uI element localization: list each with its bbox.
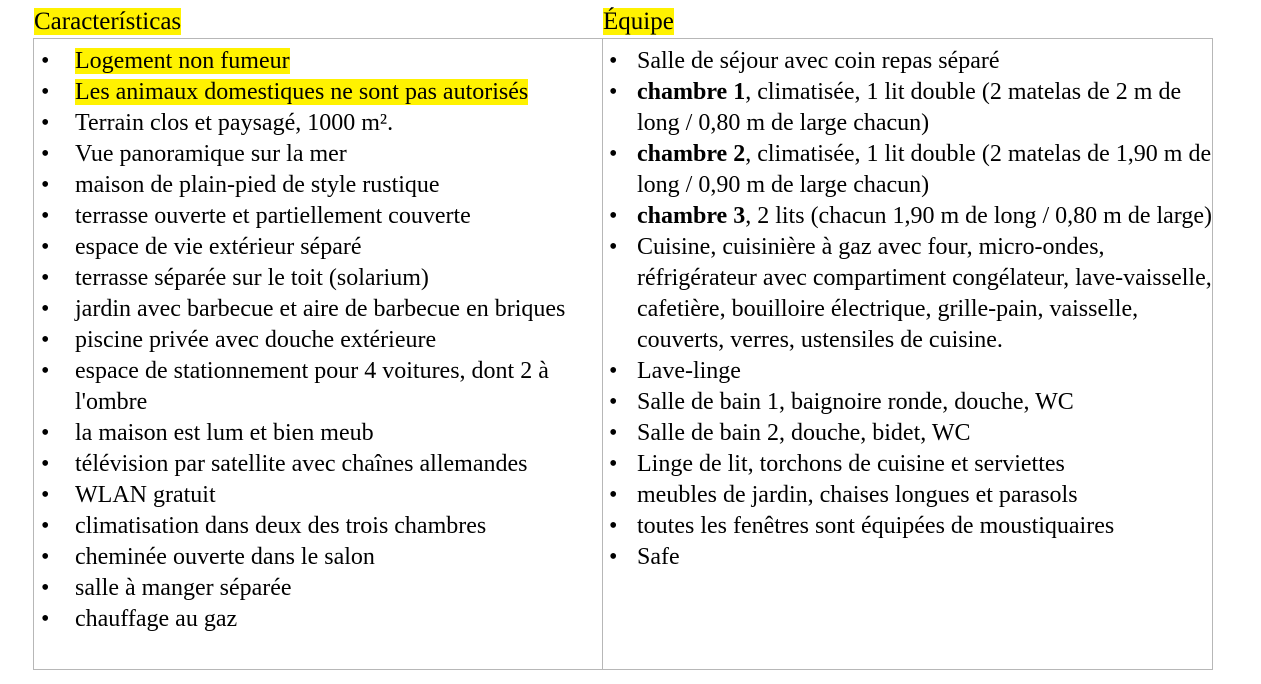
feature-item-text: chauffage au gaz — [75, 606, 238, 632]
feature-item — [34, 294, 602, 325]
feature-item-text: Vue panoramique sur la mer — [75, 141, 347, 167]
heading-equipe-text: Équipe — [603, 8, 674, 35]
feature-item-text: cheminée ouverte dans le salon — [75, 544, 375, 570]
heading-caracteristicas — [34, 6, 181, 38]
feature-item — [34, 325, 602, 356]
features-list — [34, 46, 602, 635]
feature-item-text: Terrain clos et paysagé, 1000 m². — [75, 110, 394, 136]
equipment-item-text: Lave-linge — [637, 358, 741, 384]
equipment-item-text: , climatisée, 1 lit double (2 matelas de 2 m de long / 0,80 m de large chacun) — [637, 79, 1182, 136]
equipment-item — [603, 511, 1212, 542]
feature-item — [34, 449, 602, 480]
feature-item-text: espace de vie extérieur séparé — [75, 234, 362, 260]
feature-item — [34, 480, 602, 511]
equipment-item-text: , 2 lits (chacun 1,90 m de long / 0,80 m de large) — [745, 203, 1213, 229]
feature-item-text: terrasse séparée sur le toit (solarium) — [75, 265, 429, 291]
equipment-item-text: toutes les fenêtres sont équipées de moustiquaires — [637, 513, 1115, 539]
equipment-item-text: meubles de jardin, chaises longues et parasols — [637, 482, 1078, 508]
feature-item — [34, 573, 602, 604]
equipment-item — [603, 139, 1212, 201]
feature-item — [34, 46, 602, 77]
equipment-item — [603, 387, 1212, 418]
equipment-item-text: Salle de bain 1, baignoire ronde, douche, WC — [637, 389, 1074, 415]
feature-item — [34, 108, 602, 139]
feature-item-text: WLAN gratuit — [75, 482, 216, 508]
equipment-item-text: Salle de séjour avec coin repas séparé — [637, 48, 1000, 74]
equipment-item — [603, 232, 1212, 356]
feature-item — [34, 232, 602, 263]
equipment-item-text: , climatisée, 1 lit double (2 matelas de 1,90 m de long / 0,90 m de large chacun) — [637, 141, 1212, 198]
feature-item — [34, 201, 602, 232]
feature-item-text: salle à manger séparée — [75, 575, 292, 601]
equipment-item — [603, 46, 1212, 77]
feature-item-text: terrasse ouverte et partiellement couverte — [75, 203, 471, 229]
feature-item-text: piscine privée avec douche extérieure — [75, 327, 437, 353]
feature-item-text: Logement non fumeur — [75, 48, 290, 74]
feature-item — [34, 542, 602, 573]
feature-item-text: la maison est lum et bien meub — [75, 420, 374, 446]
feature-item-text: climatisation dans deux des trois chambres — [75, 513, 487, 539]
equipment-item-text: Salle de bain 2, douche, bidet, WC — [637, 420, 971, 446]
feature-item — [34, 77, 602, 108]
feature-item — [34, 418, 602, 449]
equipment-item-bold: chambre 1 — [637, 79, 746, 105]
equipment-item-text: Safe — [637, 544, 680, 570]
feature-item — [34, 511, 602, 542]
feature-item-text: espace de stationnement pour 4 voitures, dont 2 à l'ombre — [75, 358, 549, 415]
heading-equipe — [603, 6, 674, 38]
feature-item — [34, 170, 602, 201]
heading-caracteristicas-text: Características — [34, 8, 182, 35]
equipment-column — [603, 39, 1212, 669]
equipment-item — [603, 449, 1212, 480]
equipment-item — [603, 77, 1212, 139]
feature-item — [34, 263, 602, 294]
equipment-item — [603, 201, 1212, 232]
equipment-list — [603, 46, 1212, 573]
feature-item-text: jardin avec barbecue et aire de barbecue en briques — [75, 296, 566, 322]
feature-item — [34, 356, 602, 418]
features-table — [33, 38, 1213, 670]
equipment-item — [603, 418, 1212, 449]
feature-item-text: Les animaux domestiques ne sont pas autorisés — [75, 79, 529, 105]
equipment-item-bold: chambre 2 — [637, 141, 746, 167]
equipment-item-text: Linge de lit, torchons de cuisine et serviettes — [637, 451, 1065, 477]
equipment-item-bold: chambre 3 — [637, 203, 746, 229]
feature-item-text: maison de plain-pied de style rustique — [75, 172, 440, 198]
equipment-item — [603, 480, 1212, 511]
feature-item-text: télévision par satellite avec chaînes allemandes — [75, 451, 528, 477]
feature-item — [34, 139, 602, 170]
feature-item — [34, 604, 602, 635]
equipment-item — [603, 356, 1212, 387]
equipment-item-text: Cuisine, cuisinière à gaz avec four, micro-ondes, réfrigérateur avec compartiment congélateur, lave-vaisselle, cafetière, bouilloire électrique, grille-pain, vaisselle, couverts, verres, ustensiles de cuisine. — [637, 234, 1212, 353]
features-column — [34, 39, 603, 669]
equipment-item — [603, 542, 1212, 573]
